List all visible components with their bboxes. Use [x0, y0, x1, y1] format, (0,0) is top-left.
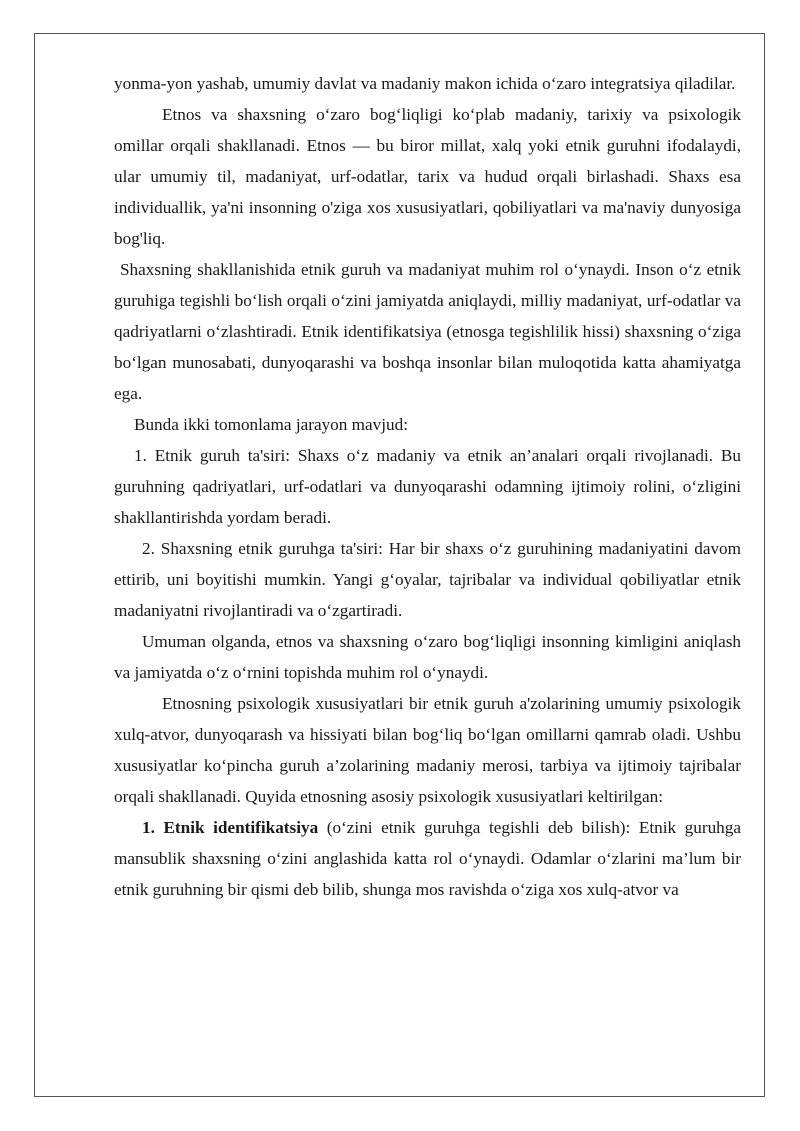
paragraph-psychological-traits: Etnosning psixologik xususiyatlari bir etnik guruh a'zolarining umumiy psixologik xulq-atvor, dunyoqarash va hissiyati bilan bog‘liq bo‘lgan omillarni qamrab oladi. Ushbu xususiyatlar ko‘pincha guruh a’zolarining madaniy merosi, tarbiya va ijtimoiy tajribalar orqali shakllanadi. Quyida etnosning asosiy psixologik xususiyatlari keltirilgan:: [114, 694, 741, 806]
list-item-ethnic-identification: [114, 812, 741, 905]
paragraph-summary: Umuman olganda, etnos va shaxsning o‘zaro bog‘liqligi insonning kimligini aniqlash va jamiyatda o‘z o‘rnini topishda muhim rol o‘ynaydi.: [114, 632, 741, 682]
list-item-group-influence: 1. Etnik guruh ta'siri: Shaxs o‘z madaniy va etnik an’analari orqali rivojlanadi. Bu guruhning qadriyatlari, urf-odatlari va dunyoqarashi odamning ijtimoiy rolini, o‘zligini shakllantirishda yordam beradi.: [114, 446, 741, 527]
list-item-heading: 1. Etnik identifikatsiya: [142, 818, 319, 837]
paragraph-two-way-process: Bunda ikki tomonlama jarayon mavjud:: [134, 415, 408, 434]
paragraph-ethnos-personality: Etnos va shaxsning o‘zaro bog‘liqligi ko‘plab madaniy, tarixiy va psixologik omillar orqali shakllanadi. Etnos — bu biror millat, xalq yoki etnik guruhni ifodalaydi, ular umumiy til, madaniyat, urf-odatlar, tarix va hudud orqali birlashadi. Shaxs esa individuallik, ya'ni insonning o'ziga xos xususiyatlari, qobiliyatlari va ma'naviy dunyosiga bog'liq.: [114, 105, 741, 248]
paragraph-personality-formation: Shaxsning shakllanishida etnik guruh va madaniyat muhim rol o‘ynaydi. Inson o‘z etnik guruhiga tegishli bo‘lish orqali o‘zini jamiyatda aniqlaydi, milliy madaniyat, urf-odatlar va qadriyatlarni o‘zlashtiradi. Etnik identifikatsiya (etnosga tegishlilik hissi) shaxsning o‘ziga bo‘lgan munosabati, dunyoqarashi va boshqa insonlar bilan muloqotida katta ahamiyatga ega.: [114, 260, 741, 403]
list-item-text: (o‘zini etnik guruhga tegishli deb bilish): Etnik guruhga mansublik shaxsning o‘zini anglashida katta rol o‘ynaydi. Odamlar o‘zlarini ma’lum bir etnik guruhning bir qismi deb bilib, shunga mos ravishda o‘ziga xos xulq-atvor va: [114, 818, 741, 899]
paragraph-continuation: yonma-yon yashab, umumiy davlat va madaniy makon ichida o‘zaro integratsiya qiladilar.: [114, 74, 736, 93]
document-body: [114, 68, 741, 905]
list-item-personal-influence: 2. Shaxsning etnik guruhga ta'siri: Har bir shaxs o‘z guruhining madaniyatini davom ettirib, uni boyitishi mumkin. Yangi g‘oyalar, tajribalar va individual qobiliyatlar etnik madaniyatni rivojlantiradi va o‘zgartiradi.: [114, 539, 741, 620]
